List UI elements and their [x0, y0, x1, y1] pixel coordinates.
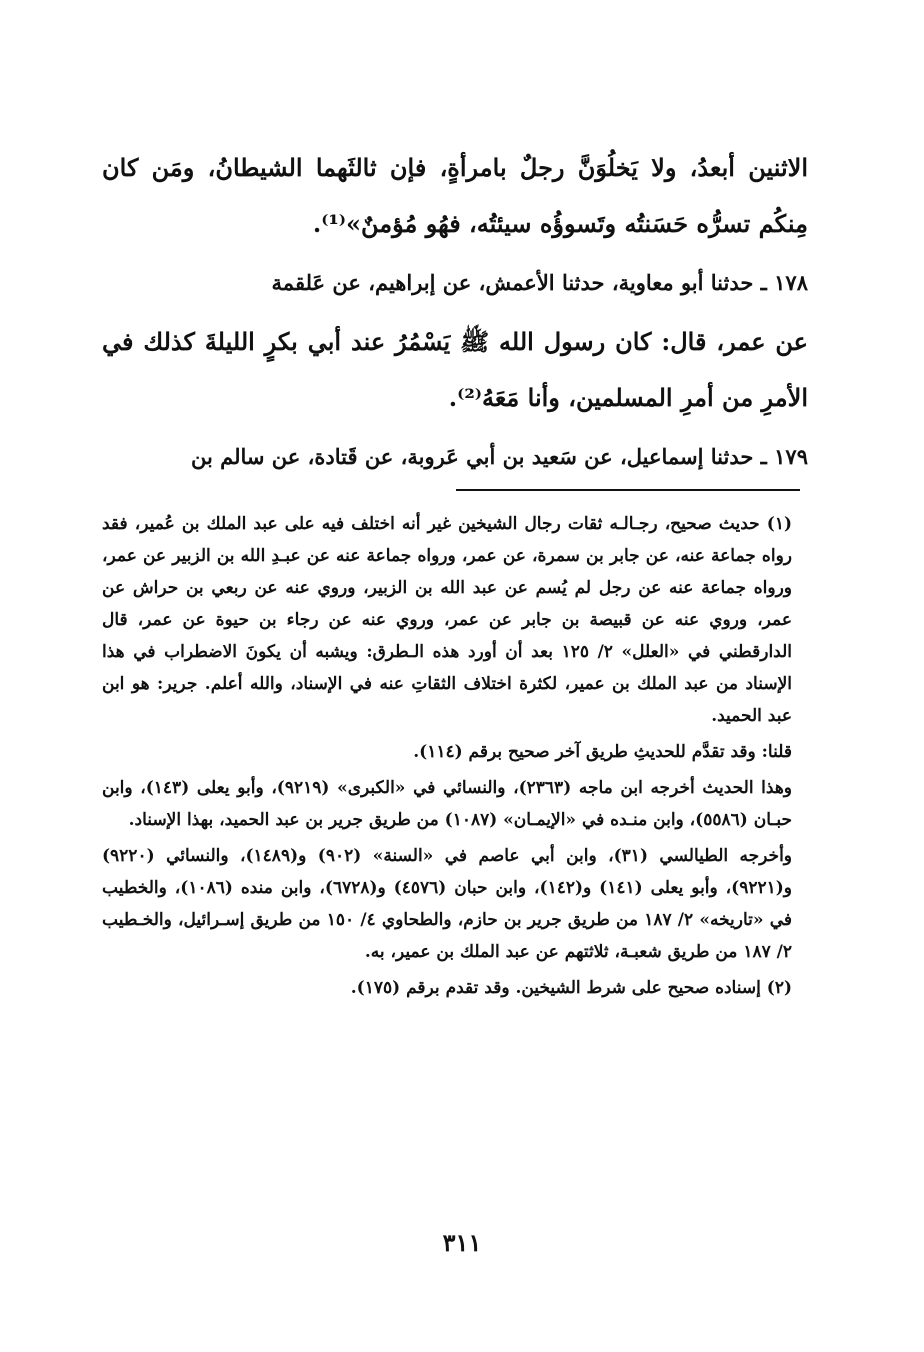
hadith-177-ending: الاثنين أبعدُ، ولا يَخلُوَنَّ رجلٌ بامرأةٍ، فإن ثالثَهما الشيطانُ، ومَن كان مِنكُم تسرُّه حَسَنتُه وتَسوؤُه سيئتُه، فهُو مُؤمنٌ»⁽¹⁾.: [102, 153, 808, 238]
hadith-179-isnad: ١٧٩ ـ حدثنا إسماعيل، عن سَعيد بن أبي عَروبة، عن قَتادة، عن سالم بن: [190, 444, 808, 469]
main-text: [102, 140, 808, 488]
footnotes: [102, 508, 808, 1008]
footnote-1-paragraph-1: (١) حديث صحيح، رجـالـه ثقات رجال الشيخين غير أنه اختلف فيه على عبد الملك بن عُمير، فقد رواه جماعة عنه، عن جابر بن سمرة، عن عمر، ورواه جماعة عنه عن عبـدِ الله بن الزبير عن عمر، ورواه جماعة عنه عن رجل لم يُسم عن عبد الله بن الزبير، وروي عنه عن ربعي بن حراش عن عمر، وروي عنه عن قبيصة بن جابر عن عمر، وروي عنه عن رجاء بن حيوة عن عمر، قال الدارقطني في «العلل» ٢/ ١٢٥ بعد أن أورد هذه الـطرق: ويشبه أن يكونَ الاضطراب في هذا الإسناد من عبد الملك بن عمير، لكثرة اختلاف الثقاتِ عنه في الإسناد، والله أعلم. جرير: هو ابن عبد الحميد.: [102, 514, 792, 726]
footnote-separator: [456, 489, 800, 491]
page-number: ٣١١: [442, 1228, 482, 1257]
footnote-1-paragraph-2: قلنا: وقد تقدَّم للحديثِ طريق آخر صحيح برقم (١١٤).: [413, 742, 792, 762]
footnote-2: (٢) إسناده صحيح على شرط الشيخين. وقد تقدم برقم (١٧٥).: [350, 978, 792, 998]
footnote-1-paragraph-4: وأخرجه الطيالسي (٣١)، وابن أبي عاصم في «السنة» (٩٠٢) و(١٤٨٩)، والنسائي (٩٢٢٠) و(٩٢٢١)، وأبو يعلى (١٤١) و(١٤٢)، وابن حبان (٤٥٧٦) و(٦٧٢٨)، وابن منده (١٠٨٦)، والخطيب في «تاريخه» ٢/ ١٨٧ من طريق جرير بن حازم، والطحاوي ٤/ ١٥٠ من طريق إسـرائيل، والخـطيب ٢/ ١٨٧ من طريق شعبـة، ثلاثتهم عن عبد الملك بن عمير، به.: [102, 846, 793, 962]
hadith-178-matn: عن عمر، قال: كان رسول الله ﷺ يَسْمُرُ عند أبي بكرٍ الليلةَ كذلك في الأمرِ من أمرِ المسلمين، وأنا مَعَهُ⁽²⁾.: [102, 327, 808, 412]
hadith-178-isnad: ١٧٨ ـ حدثنا أبو معاوية، حدثنا الأعمش، عن إبراهيم، عن عَلقمة: [271, 270, 808, 295]
footnote-1-paragraph-3: وهذا الحديث أخرجه ابن ماجه (٢٣٦٣)، والنسائي في «الكبرى» (٩٢١٩)، وأبو يعلى (١٤٣)، وابن حبـان (٥٥٨٦)، وابن منـده في «الإيمـان» (١٠٨٧) من طريق جرير بن عبد الحميد، بهذا الإسناد.: [102, 778, 792, 830]
